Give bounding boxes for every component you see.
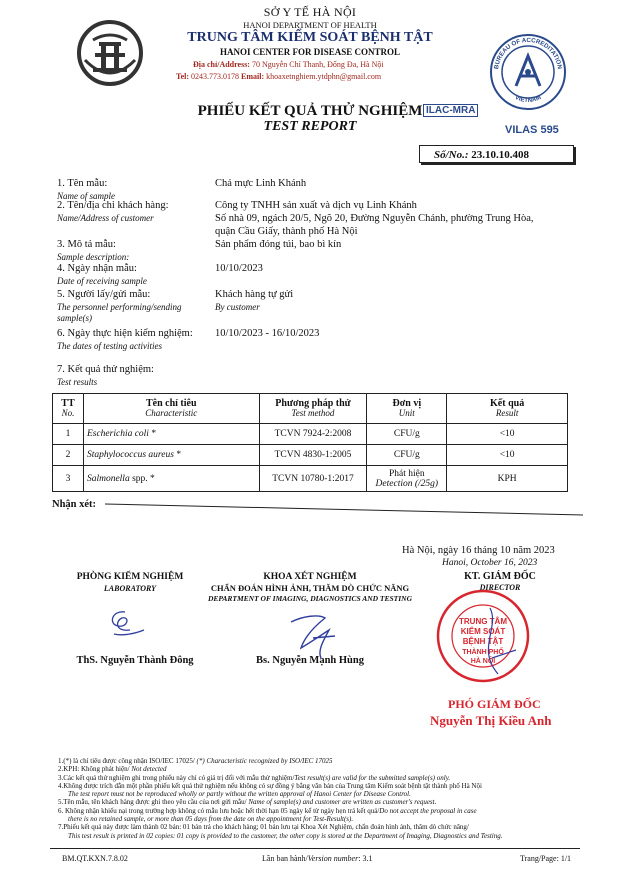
- row-characteristic: Escherichia coli *: [83, 424, 259, 445]
- email-value: khoaxetnghiem.ytdphn@gmail.com: [266, 72, 382, 81]
- col-header-no: TT No.: [53, 394, 84, 424]
- report-number-label: Số/No.:: [434, 149, 469, 161]
- row-unit: Phát hiện Detection (/25g): [367, 466, 447, 492]
- report-title-en: TEST REPORT: [263, 119, 357, 134]
- cdc-logo-icon: [77, 20, 143, 86]
- field-4-sub: Date of receiving sample: [57, 276, 147, 286]
- issue-date: Hà Nội, ngày 16 tháng 10 năm 2023: [402, 545, 555, 556]
- report-number-value: 23.10.10.408: [471, 149, 530, 161]
- col-header-characteristic: Tên chỉ tiêu Characteristic: [83, 394, 259, 424]
- footer-rule: [50, 848, 580, 849]
- row-method: TCVN 7924-2:2008: [259, 424, 367, 445]
- field-7-sub: Test results: [57, 377, 98, 387]
- lab-title: PHÒNG KIỂM NGHIỆM: [76, 572, 184, 582]
- field-2-sub: Name/Address of customer: [57, 213, 154, 223]
- contact-line: [176, 72, 446, 81]
- results-table: [52, 393, 568, 492]
- footnote: 3.Các kết quả thử nghiệm ghi trong phiếu này chỉ có giá trị đối với mẫu thử nghiệm/Test result(s) are valid for the submitted sample(s) only.: [58, 773, 451, 782]
- address-value: 70 Nguyễn Chí Thanh, Đống Đa, Hà Nội: [251, 60, 384, 69]
- tel-value: 0243.773.0178: [191, 72, 240, 81]
- customer-name: Công ty TNHH sản xuất và dịch vụ Linh Khánh: [215, 200, 417, 211]
- ilac-mra-logo: ILAC-MRA: [423, 104, 478, 117]
- vilas-label: VILAS 595: [505, 124, 559, 136]
- remarks-strike-line: [105, 502, 585, 518]
- director-title: KT. GIÁM ĐỐC: [464, 571, 536, 582]
- accreditation-logo-icon: [488, 32, 568, 112]
- footnote: 6. Không nhận khiếu nại trong trường hợp không có mẫu lưu hoặc hết thời hạn 05 ngày kể từ ngày hẹn trả kết quả/Do not accept the proposal in case: [58, 806, 477, 815]
- table-row: [53, 445, 568, 466]
- row-method: TCVN 4830-1:2005: [259, 445, 367, 466]
- official-stamp-icon: [428, 588, 538, 684]
- ministry-name-en: HANOI DEPARTMENT OF HEALTH: [243, 20, 377, 30]
- dept-title: KHOA XÉT NGHIỆM: [263, 572, 357, 582]
- footnote: This test result is printed in 02 copies: 01 copy is provided to the customer, the other copy is stored at the Department of Imaging, Diagnostics and Testing.: [68, 831, 503, 840]
- address-line: [193, 60, 433, 69]
- sample-name: Chả mực Linh Khánh: [215, 178, 307, 189]
- accred-bottom-text: VIETNAM: [513, 93, 543, 105]
- table-row: [53, 424, 568, 445]
- row-unit: CFU/g: [367, 445, 447, 466]
- table-row: [53, 466, 568, 492]
- footnote: 4.Không được trích dẫn một phần phiếu kết quả thử nghiệm nếu không có sự đồng ý bằng văn bản của Trung tâm Kiểm soát bệnh tật thành phố Hà Nội: [58, 781, 482, 790]
- receiving-date: 10/10/2023: [215, 263, 263, 274]
- footnote: 5.Tên mẫu, tên khách hàng được ghi theo yêu cầu của nơi gửi mẫu/ Name of sample(s) and customer are written as customer's request.: [58, 798, 437, 807]
- field-5-sub: The personnel performing/sending sample(s): [57, 302, 182, 323]
- field-7-label: 7. Kết quả thử nghiệm:: [57, 364, 154, 375]
- field-2-label: 2. Tên/địa chỉ khách hàng:: [57, 200, 169, 211]
- row-method: TCVN 10780-1:2017: [259, 466, 367, 492]
- issue-date-en: Hanoi, October 16, 2023: [442, 558, 538, 568]
- svg-text:BỆNH TẬT: BỆNH TẬT: [462, 637, 504, 646]
- lab-title-en: LABORATORY: [103, 584, 157, 593]
- svg-text:HÀ NỘI: HÀ NỘI: [470, 658, 496, 665]
- row-no: 2: [53, 445, 84, 466]
- form-code: BM.QT.KXN.7.8.02: [62, 854, 128, 863]
- version-info: Lần ban hành/Version number: 3.1: [262, 854, 373, 863]
- sender: Khách hàng tự gửi: [215, 289, 294, 300]
- director-signer-name: Nguyễn Thị Kiều Anh: [430, 713, 552, 728]
- accred-top-text: BUREAU OF ACCREDITATION: [493, 36, 563, 70]
- row-no: 1: [53, 424, 84, 445]
- field-5-label: 5. Người lấy/gửi mẫu:: [57, 289, 151, 300]
- row-result: <10: [447, 445, 568, 466]
- page-info: Trang/Page: 1/1: [520, 854, 572, 863]
- field-3-sub: Sample description:: [57, 252, 130, 262]
- svg-text:KIỂM SOÁT: KIỂM SOÁT: [460, 627, 506, 636]
- col-header-result: Kết quả Result: [447, 394, 568, 424]
- col-header-unit: Đơn vị Unit: [367, 394, 447, 424]
- field-6-label: 6. Ngày thực hiện kiểm nghiệm:: [57, 328, 193, 339]
- footnote: The test report must not be reproduced wholly or partly without the written approval of Hanoi Center for Disease Control.: [68, 790, 411, 799]
- ministry-name: SỞ Y TẾ HÀ NỘI: [263, 5, 357, 19]
- footnote: 1.(*) là chỉ tiêu được công nhận ISO/IEC 17025/ (*) Characteristic recognized by ISO/IEC 17025: [58, 757, 333, 765]
- customer-address-1: Số nhà 09, ngách 20/5, Ngõ 20, Đường Nguyễn Chánh, phường Trung Hòa,: [215, 213, 534, 224]
- email-label: Email:: [241, 72, 265, 81]
- testing-dates: 10/10/2023 - 16/10/2023: [215, 328, 320, 339]
- remarks-label: Nhận xét:: [52, 499, 97, 510]
- col-header-method: Phương pháp thử Test method: [259, 394, 367, 424]
- center-name-en: HANOI CENTER FOR DISEASE CONTROL: [219, 47, 401, 57]
- table-header-row: [53, 394, 568, 424]
- field-1-label: 1. Tên mẫu:: [57, 178, 108, 189]
- field-3-label: 3. Mô tả mẫu:: [57, 239, 116, 250]
- footnotes: [58, 757, 578, 840]
- lab-signer-name: ThS. Nguyễn Thành Đông: [76, 655, 194, 666]
- row-result: KPH: [447, 466, 568, 492]
- field-6-sub: The dates of testing activities: [57, 341, 162, 351]
- field-4-label: 4. Ngày nhận mẫu:: [57, 263, 137, 274]
- row-characteristic: Staphylococcus aureus *: [83, 445, 259, 466]
- director-title-en: DIRECTOR: [479, 583, 521, 592]
- lab-signature-icon: [100, 608, 150, 642]
- deputy-director-title: PHÓ GIÁM ĐỐC: [448, 697, 541, 711]
- report-title: PHIẾU KẾT QUẢ THỬ NGHIỆM: [197, 103, 423, 119]
- center-name: TRUNG TÂM KIỂM SOÁT BỆNH TẬT: [187, 30, 433, 45]
- footnote: 2.KPH: Không phát hiện/ Not detected: [58, 765, 167, 774]
- tel-label: Tel:: [176, 72, 190, 81]
- address-label: Địa chỉ/Address:: [193, 60, 250, 69]
- sender-en: By customer: [215, 302, 260, 312]
- customer-address-2: quận Cầu Giấy, thành phố Hà Nội: [215, 226, 358, 237]
- svg-text:VIETNAM: [514, 94, 542, 104]
- row-characteristic: Salmonella spp. *: [83, 466, 259, 492]
- footnote: there is no retained sample, or more than 05 days from the date on the appointment for Test-Result(s).: [68, 815, 354, 824]
- report-number-box: [419, 145, 574, 163]
- footnote: 7.Phiếu kết quả này được làm thành 02 bản: 01 bản trả cho khách hàng; 01 bản lưu tại Khoa Xét Nghiệm, chẩn đoán hình ảnh, thăm dò chức năng/: [58, 823, 469, 832]
- row-unit: CFU/g: [367, 424, 447, 445]
- row-result: <10: [447, 424, 568, 445]
- field-1-sub: Name of sample: [57, 191, 115, 201]
- sample-description: Sản phẩm đóng túi, bao bì kín: [215, 239, 342, 250]
- dept-title-2: CHẨN ĐOÁN HÌNH ẢNH, THĂM DÒ CHỨC NĂNG: [210, 583, 410, 593]
- row-no: 3: [53, 466, 84, 492]
- svg-text:TRUNG TÂM: TRUNG TÂM: [459, 617, 507, 626]
- dept-title-en: DEPARTMENT OF IMAGING, DIAGNOSTICS AND TESTING: [207, 594, 413, 603]
- dept-signer-name: Bs. Nguyễn Mạnh Hùng: [256, 655, 364, 666]
- svg-text:THÀNH PHỐ: THÀNH PHỐ: [462, 649, 504, 656]
